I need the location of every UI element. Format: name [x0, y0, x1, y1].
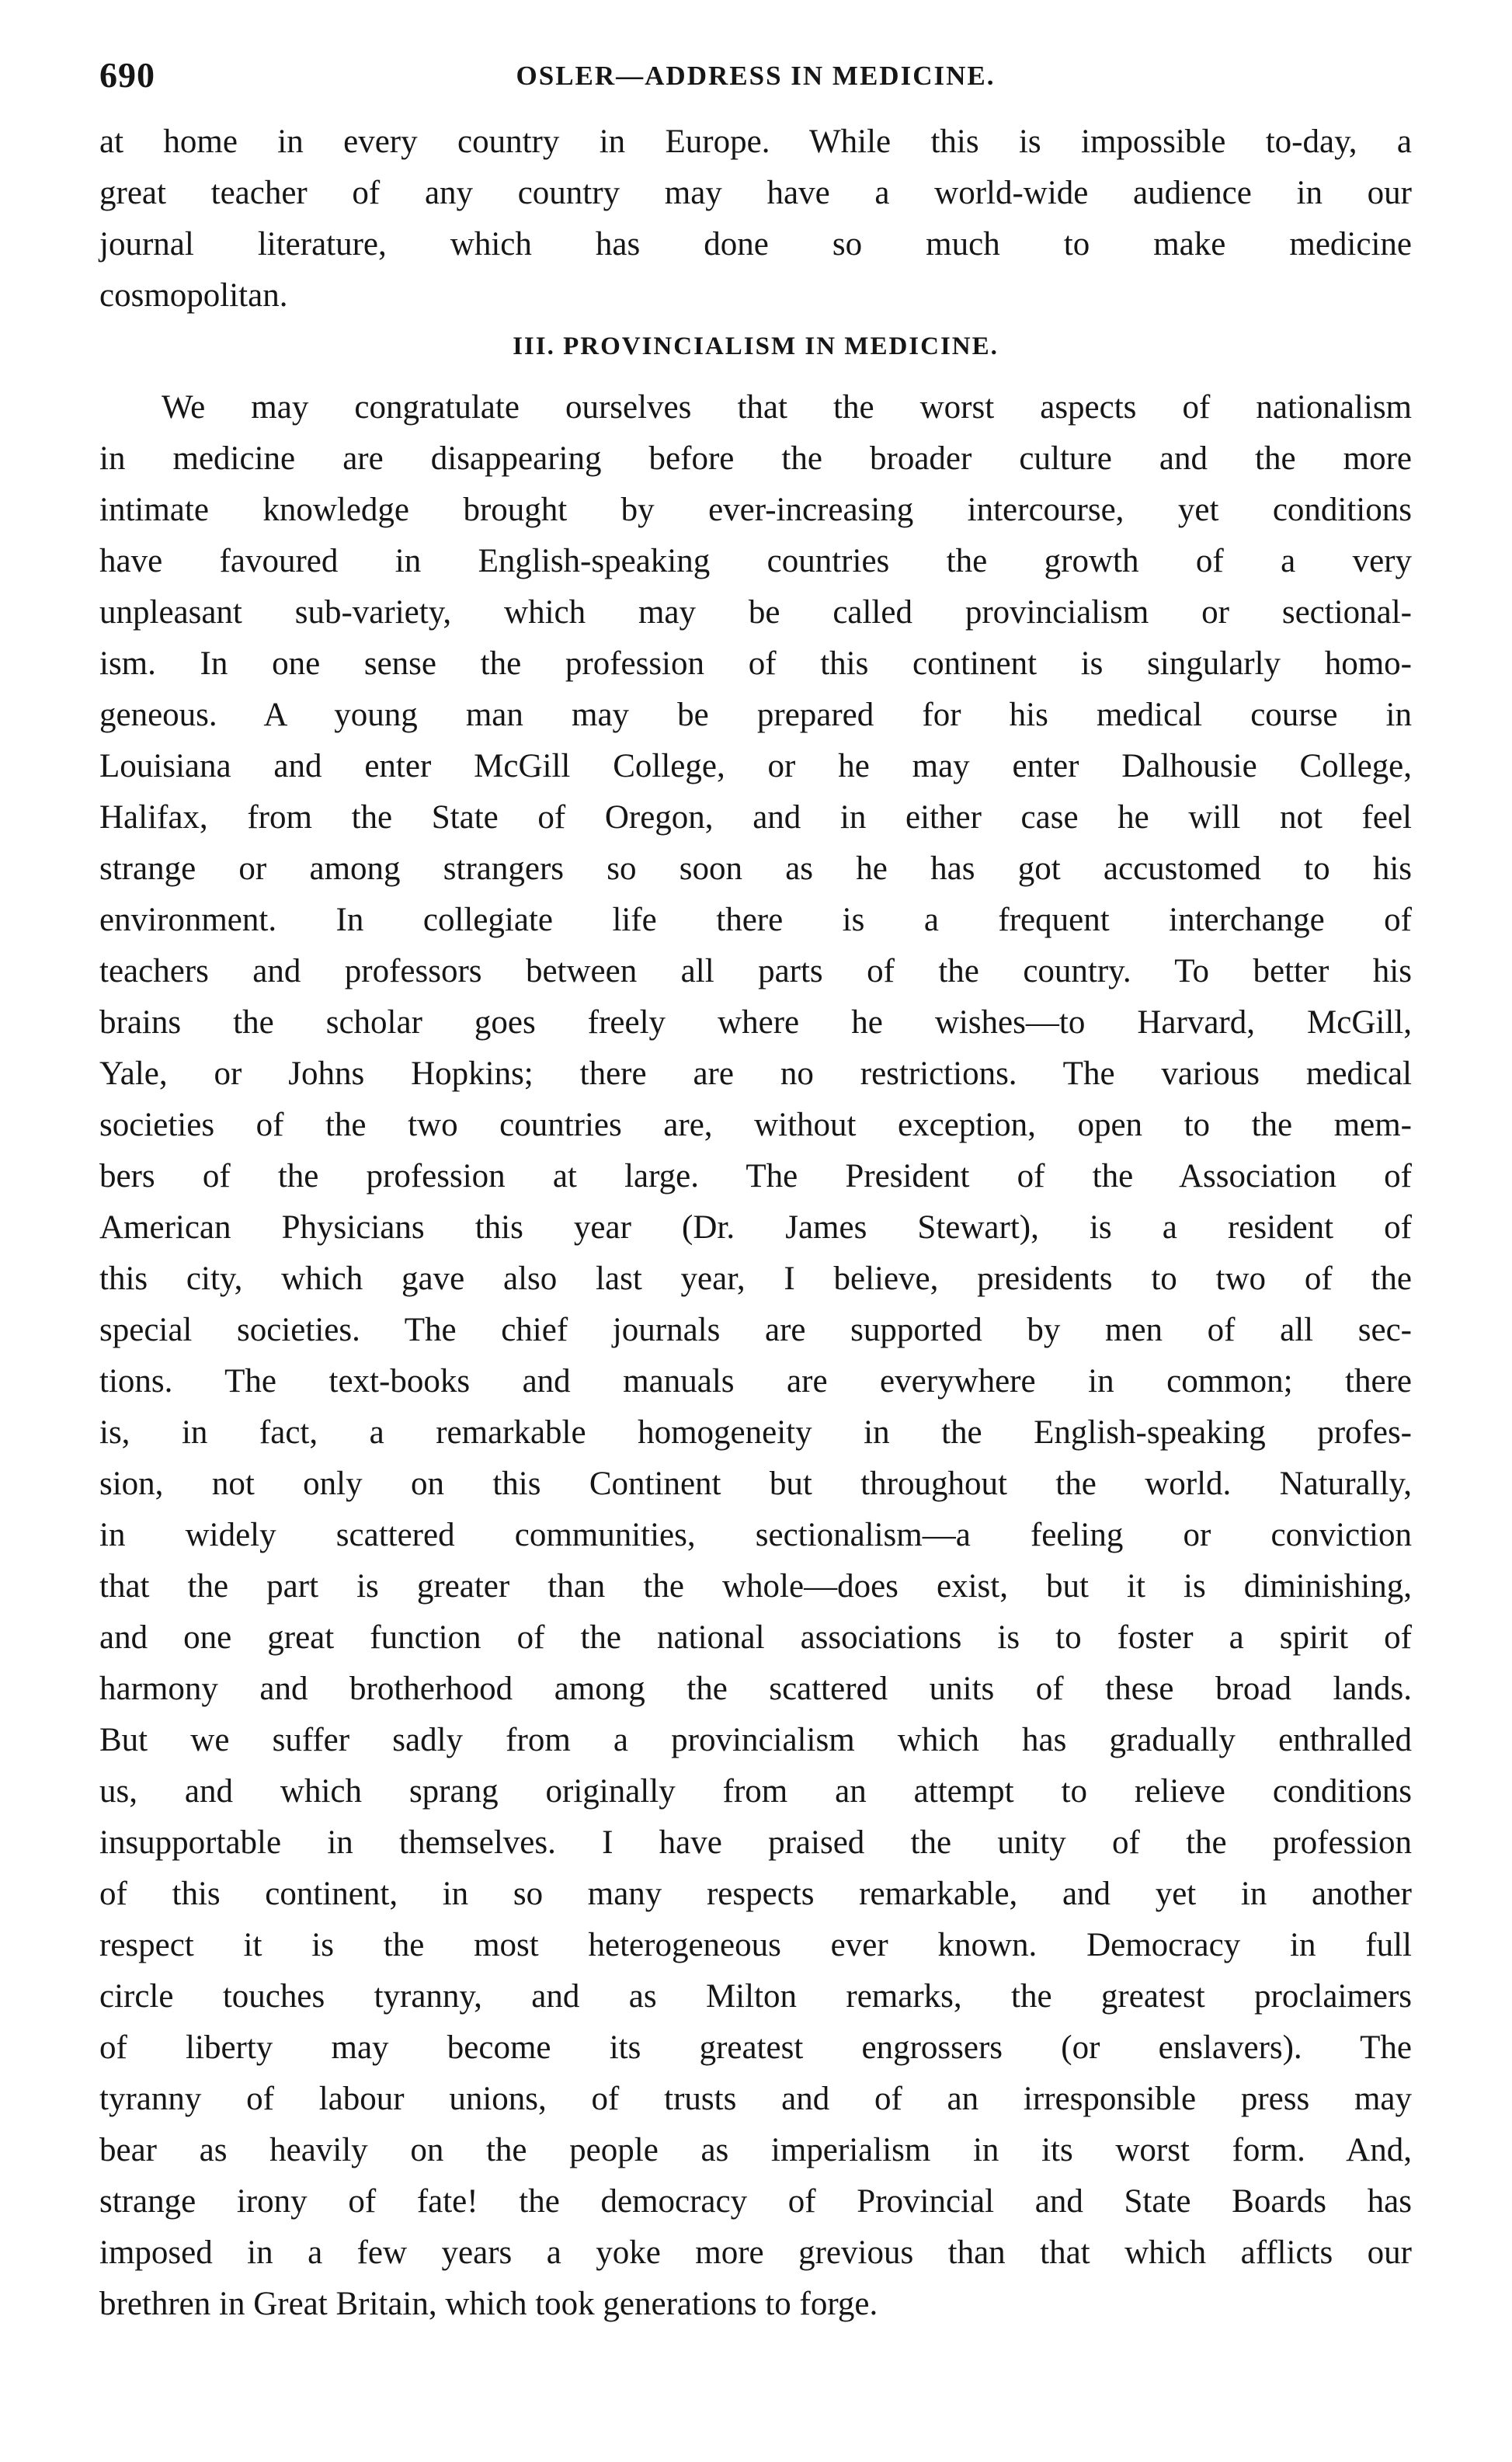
text-line: special societies. The chief journals are supported by men of all sec-: [99, 1312, 1412, 1348]
text-line: respect it is the most heterogeneous ever known. Democracy in full: [99, 1927, 1412, 1963]
text-line: cosmopolitan.: [99, 277, 288, 314]
text-line: Yale, or Johns Hopkins; there are no restrictions. The various medical: [99, 1055, 1412, 1092]
text-line: tyranny of labour unions, of trusts and of an irresponsible press may: [99, 2081, 1412, 2117]
text-line: circle touches tyranny, and as Milton remarks, the greatest proclaimers: [99, 1978, 1412, 2015]
text-line: imposed in a few years a yoke more grevious than that which afflicts our: [99, 2234, 1412, 2271]
text-line: harmony and brotherhood among the scattered units of these broad lands.: [99, 1671, 1412, 1707]
text-line: have favoured in English-speaking countries the growth of a very: [99, 543, 1412, 579]
page: [99, 54, 1412, 2330]
text-line: We may congratulate ourselves that the worst aspects of nationalism: [162, 389, 1412, 426]
section-heading: III. PROVINCIALISM IN MEDICINE.: [513, 332, 999, 360]
page-number: 690: [99, 55, 155, 95]
text-line: great teacher of any country may have a world-wide audience in our: [99, 175, 1412, 211]
continuation-paragraph: [99, 116, 1412, 322]
text-line: unpleasant sub-variety, which may be called provincialism or sectional-: [99, 594, 1412, 631]
text-line: is, in fact, a remarkable homogeneity in the English-speaking profes-: [99, 1414, 1412, 1451]
text-line: in medicine are disappearing before the broader culture and the more: [99, 440, 1412, 477]
text-line: bers of the profession at large. The President of the Association of: [99, 1158, 1412, 1194]
text-line: in widely scattered communities, sectionalism—a feeling or conviction: [99, 1517, 1412, 1553]
text-line: of liberty may become its greatest engrossers (or enslavers). The: [99, 2029, 1412, 2066]
text-line: insupportable in themselves. I have praised the unity of the profession: [99, 1824, 1412, 1861]
text-line: tions. The text-books and manuals are everywhere in common; there: [99, 1363, 1412, 1400]
text-line: sion, not only on this Continent but throughout the world. Naturally,: [99, 1466, 1412, 1502]
text-line: bear as heavily on the people as imperialism in its worst form. And,: [99, 2132, 1412, 2168]
text-line: us, and which sprang originally from an attempt to relieve conditions: [99, 1773, 1412, 1810]
text-line: brethren in Great Britain, which took generations to forge.: [99, 2286, 878, 2322]
running-head: [99, 54, 1412, 116]
text-line: at home in every country in Europe. While this is impossible to-day, a: [99, 123, 1412, 160]
text-line: and one great function of the national associations is to foster a spirit of: [99, 1619, 1412, 1656]
text-line: that the part is greater than the whole—does exist, but it is diminishing,: [99, 1568, 1412, 1605]
text-line: ism. In one sense the profession of this continent is singularly homo-: [99, 645, 1412, 682]
text-line: environment. In collegiate life there is a frequent interchange of: [99, 902, 1412, 938]
running-title: OSLER—ADDRESS IN MEDICINE.: [516, 61, 996, 91]
text-line: strange or among strangers so soon as he has got accustomed to his: [99, 850, 1412, 887]
text-line: this city, which gave also last year, I believe, presidents to two of the: [99, 1261, 1412, 1297]
text-line: intimate knowledge brought by ever-increasing intercourse, yet conditions: [99, 492, 1412, 528]
text-line: But we suffer sadly from a provincialism which has gradually enthralled: [99, 1722, 1412, 1758]
text-line: geneous. A young man may be prepared for his medical course in: [99, 697, 1412, 733]
text-line: journal literature, which has done so much to make medicine: [99, 226, 1412, 263]
text-line: brains the scholar goes freely where he wishes—to Harvard, McGill,: [99, 1004, 1412, 1041]
text-line: societies of the two countries are, without exception, open to the mem-: [99, 1107, 1412, 1143]
text-line: Halifax, from the State of Oregon, and in either case he will not feel: [99, 799, 1412, 836]
text-line: strange irony of fate! the democracy of Provincial and State Boards has: [99, 2183, 1412, 2220]
section-paragraph: [99, 382, 1412, 2330]
text-line: of this continent, in so many respects remarkable, and yet in another: [99, 1876, 1412, 1912]
text-line: teachers and professors between all parts of the country. To better his: [99, 953, 1412, 989]
text-line: American Physicians this year (Dr. James Stewart), is a resident of: [99, 1209, 1412, 1246]
text-line: Louisiana and enter McGill College, or he may enter Dalhousie College,: [99, 748, 1412, 784]
